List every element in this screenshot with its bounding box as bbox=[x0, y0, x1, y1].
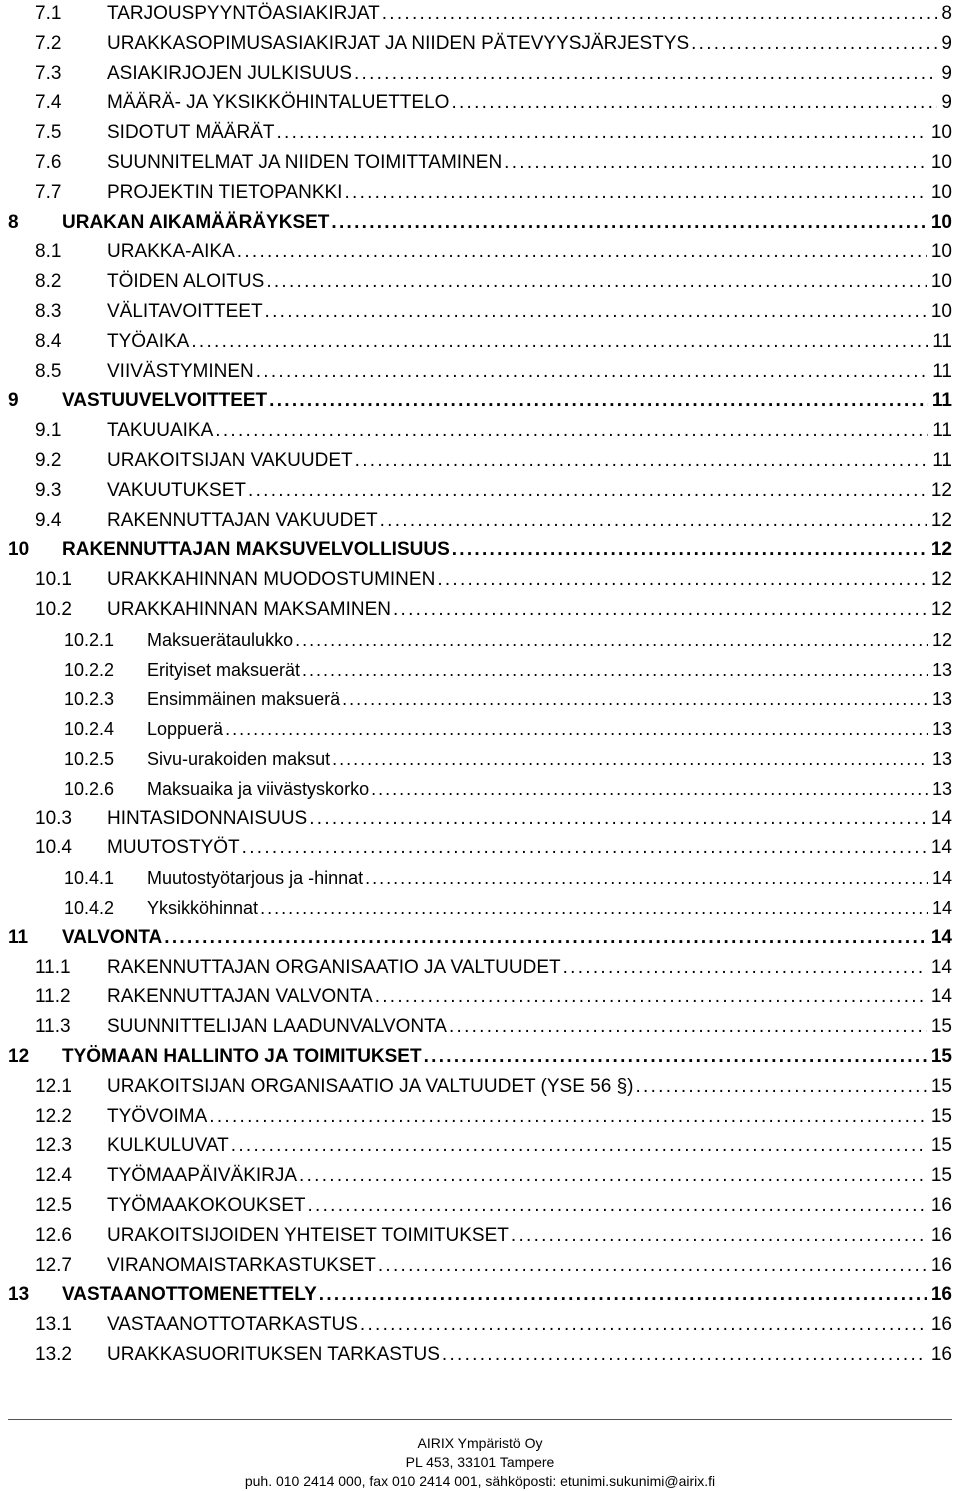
toc-entry-number: 10.2.4 bbox=[64, 719, 115, 739]
toc-entry-title: URAKKASUORITUKSEN TARKASTUS bbox=[107, 1344, 440, 1365]
toc-entry-title: Yksikköhinnat bbox=[147, 898, 259, 918]
dot-leader bbox=[277, 119, 927, 147]
toc-entry-page: 14 bbox=[930, 957, 952, 978]
toc-entry-page: 16 bbox=[930, 1284, 952, 1305]
toc-entry[interactable] bbox=[0, 894, 960, 922]
toc-entry-page: 16 bbox=[930, 1255, 952, 1276]
toc-entry-number: 7.1 bbox=[35, 3, 62, 24]
toc-entry-page: 9 bbox=[941, 92, 952, 113]
toc-entry-page: 9 bbox=[941, 63, 952, 84]
toc-entry[interactable] bbox=[0, 834, 960, 862]
toc-entry-number: 10.2.5 bbox=[64, 749, 115, 769]
toc-entry[interactable] bbox=[0, 983, 960, 1011]
toc-entry-title: URAKOITSIJOIDEN YHTEISET TOIMITUKSET bbox=[107, 1225, 509, 1246]
toc-entry-number: 12.2 bbox=[35, 1106, 72, 1127]
dot-leader bbox=[319, 1281, 927, 1309]
toc-entry-number: 11.1 bbox=[35, 957, 71, 978]
toc-entry-page: 8 bbox=[941, 3, 952, 24]
dot-leader bbox=[332, 745, 928, 773]
dot-leader bbox=[309, 805, 927, 833]
toc-entry-title: VALVONTA bbox=[62, 927, 163, 948]
toc-entry-page: 12 bbox=[930, 599, 952, 620]
toc-entry-title: TYÖMAAKOKOUKSET bbox=[107, 1195, 306, 1216]
toc-entry-title: Muutostyötarjous ja -hinnat bbox=[147, 868, 364, 888]
toc-entry[interactable] bbox=[0, 447, 960, 475]
toc-entry-number: 11.3 bbox=[35, 1016, 71, 1037]
toc-entry[interactable] bbox=[0, 477, 960, 505]
toc-entry[interactable] bbox=[0, 298, 960, 326]
toc-entry-number: 12.1 bbox=[35, 1076, 72, 1097]
dot-leader bbox=[295, 626, 928, 654]
toc-entry-title: VASTAANOTTOMENETTELY bbox=[62, 1284, 317, 1305]
dot-leader bbox=[260, 894, 928, 922]
toc-entry-number: 10.4 bbox=[35, 837, 72, 858]
toc-entry[interactable] bbox=[0, 1252, 960, 1280]
toc-entry-title: TYÖAIKA bbox=[107, 331, 190, 352]
dot-leader bbox=[375, 983, 927, 1011]
toc-entry-number: 7.6 bbox=[35, 152, 62, 173]
toc-entry-number: 9.3 bbox=[35, 480, 62, 501]
toc-entry[interactable] bbox=[0, 805, 960, 833]
toc-entry[interactable] bbox=[0, 238, 960, 266]
toc-entry-title: Ensimmäinen maksuerä bbox=[147, 689, 341, 709]
dot-leader bbox=[563, 954, 927, 982]
dot-leader bbox=[225, 715, 928, 743]
toc-entry-number: 11.2 bbox=[35, 986, 71, 1007]
toc-entry-title: SUUNNITELMAT JA NIIDEN TOIMITTAMINEN bbox=[107, 152, 503, 173]
toc-entry-title: TYÖMAAPÄIVÄKIRJA bbox=[107, 1165, 298, 1186]
dot-leader bbox=[265, 298, 927, 326]
toc-entry-page: 10 bbox=[930, 152, 952, 173]
toc-entry-title: VAKUUTUKSET bbox=[107, 480, 247, 501]
toc-entry[interactable] bbox=[0, 1341, 960, 1369]
dot-leader bbox=[437, 566, 927, 594]
toc-entry-page: 12 bbox=[931, 630, 952, 650]
toc-entry-number: 12.6 bbox=[35, 1225, 72, 1246]
toc-entry[interactable] bbox=[0, 358, 960, 386]
toc-entry[interactable] bbox=[0, 775, 960, 803]
toc-entry-number: 7.3 bbox=[35, 63, 62, 84]
toc-entry-page: 10 bbox=[930, 241, 952, 262]
toc-entry-page: 16 bbox=[930, 1195, 952, 1216]
toc-entry-page: 15 bbox=[930, 1016, 952, 1037]
toc-entry[interactable] bbox=[0, 1073, 960, 1101]
dot-leader bbox=[269, 387, 928, 415]
toc-entry-title: Maksuaika ja viivästyskorko bbox=[147, 779, 370, 799]
toc-entry[interactable] bbox=[0, 1013, 960, 1041]
toc-entry[interactable] bbox=[0, 596, 960, 624]
dot-leader bbox=[451, 89, 937, 117]
toc-entry-page: 13 bbox=[931, 660, 952, 680]
toc-entry-title: URAKKA-AIKA bbox=[107, 241, 235, 262]
toc-entry-title: MUUTOSTYÖT bbox=[107, 837, 240, 858]
toc-entry[interactable] bbox=[0, 328, 960, 356]
toc-entry-page: 10 bbox=[930, 271, 952, 292]
dot-leader bbox=[242, 834, 927, 862]
toc-entry-title: TARJOUSPYYNTÖASIAKIRJAT bbox=[107, 3, 380, 24]
toc-entry[interactable] bbox=[0, 864, 960, 892]
toc-entry-number: 8.2 bbox=[35, 271, 62, 292]
dot-leader bbox=[360, 1311, 927, 1339]
toc-entry-title: VASTUUVELVOITTEET bbox=[62, 390, 268, 411]
dot-leader bbox=[191, 328, 928, 356]
dot-leader bbox=[248, 477, 927, 505]
toc-entry-page: 12 bbox=[930, 510, 952, 531]
footer-company: AIRIX Ympäristö Oy bbox=[417, 1435, 543, 1451]
toc-entry-page: 11 bbox=[932, 361, 952, 382]
toc-entry-title: TYÖMAAN HALLINTO JA TOIMITUKSET bbox=[62, 1046, 422, 1067]
toc-entry-page: 10 bbox=[930, 212, 952, 233]
toc-entry-title: KULKULUVAT bbox=[107, 1135, 229, 1156]
toc-entry-page: 10 bbox=[930, 122, 952, 143]
toc-entry[interactable] bbox=[0, 60, 960, 88]
toc-entry-title: RAKENNUTTAJAN ORGANISAATIO JA VALTUUDET bbox=[107, 957, 561, 978]
toc-entry-number: 8.1 bbox=[35, 241, 62, 262]
toc-entry-number: 12.4 bbox=[35, 1165, 72, 1186]
toc-entry[interactable] bbox=[0, 566, 960, 594]
toc-entry-title: Erityiset maksuerät bbox=[147, 660, 301, 680]
toc-entry[interactable] bbox=[0, 387, 960, 415]
toc-entry-page: 14 bbox=[930, 927, 952, 948]
toc-entry-number: 7.5 bbox=[35, 122, 62, 143]
toc-entry-number: 10.2.6 bbox=[64, 779, 115, 799]
toc-entry-title: URAKKASOPIMUSASIAKIRJAT JA NIIDEN PÄTEVYYSJÄRJESTYS bbox=[107, 33, 690, 54]
toc-entry-page: 12 bbox=[930, 539, 952, 560]
toc-entry-page: 9 bbox=[941, 33, 952, 54]
toc-entry[interactable] bbox=[0, 1132, 960, 1160]
toc-entry-page: 14 bbox=[930, 837, 952, 858]
toc-entry[interactable] bbox=[0, 924, 960, 952]
toc-entry-number: 9.4 bbox=[35, 510, 62, 531]
toc-entry-page: 15 bbox=[930, 1046, 952, 1067]
toc-entry-number: 10.2.3 bbox=[64, 689, 115, 709]
toc-entry-number: 13 bbox=[8, 1284, 30, 1305]
toc-entry[interactable] bbox=[0, 149, 960, 177]
toc-entry-number: 9.1 bbox=[35, 420, 62, 441]
toc-entry-page: 15 bbox=[930, 1135, 952, 1156]
toc-entry-title: ASIAKIRJOJEN JULKISUUS bbox=[107, 63, 352, 84]
toc-entry-title: TYÖVOIMA bbox=[107, 1106, 208, 1127]
toc-entry-page: 12 bbox=[930, 480, 952, 501]
dot-leader bbox=[393, 596, 927, 624]
toc-entry-page: 16 bbox=[930, 1344, 952, 1365]
toc-entry-number: 13.1 bbox=[35, 1314, 72, 1335]
dot-leader bbox=[237, 238, 927, 266]
toc-entry[interactable] bbox=[0, 685, 960, 713]
toc-entry[interactable] bbox=[0, 119, 960, 147]
toc-entry-number: 12.5 bbox=[35, 1195, 72, 1216]
toc-entry[interactable] bbox=[0, 209, 960, 237]
dot-leader bbox=[378, 1252, 927, 1280]
toc-entry-title: URAKOITSIJAN VAKUUDET bbox=[107, 450, 353, 471]
dot-leader bbox=[266, 268, 927, 296]
dot-leader bbox=[449, 1013, 927, 1041]
toc-entry-page: 13 bbox=[931, 719, 952, 739]
toc-entry-number: 11 bbox=[8, 927, 29, 948]
toc-entry-number: 12.3 bbox=[35, 1135, 72, 1156]
toc-entry-page: 15 bbox=[930, 1076, 952, 1097]
dot-leader bbox=[382, 0, 938, 28]
toc-entry[interactable] bbox=[0, 417, 960, 445]
toc-entry[interactable] bbox=[0, 1311, 960, 1339]
dot-leader bbox=[209, 1103, 927, 1131]
toc-entry[interactable] bbox=[0, 656, 960, 684]
toc-entry-number: 10.2.1 bbox=[64, 630, 115, 650]
dot-leader bbox=[331, 209, 926, 237]
dot-leader bbox=[636, 1073, 927, 1101]
toc-entry-page: 11 bbox=[932, 331, 952, 352]
dot-leader bbox=[302, 656, 928, 684]
toc-entry-title: SUUNNITTELIJAN LAADUNVALVONTA bbox=[107, 1016, 447, 1037]
toc-entry-number: 10 bbox=[8, 539, 30, 560]
toc-entry[interactable] bbox=[0, 1162, 960, 1190]
dot-leader bbox=[424, 1043, 927, 1071]
toc-entry[interactable] bbox=[0, 0, 960, 28]
toc-entry-page: 13 bbox=[931, 689, 952, 709]
toc-entry-title: Maksuerätaulukko bbox=[147, 630, 294, 650]
dot-leader bbox=[452, 536, 927, 564]
toc-entry-number: 10.4.2 bbox=[64, 898, 115, 918]
dot-leader bbox=[504, 149, 927, 177]
toc-entry[interactable] bbox=[0, 745, 960, 773]
dot-leader bbox=[442, 1341, 927, 1369]
toc-entry-number: 12.7 bbox=[35, 1255, 72, 1276]
toc-entry-number: 7.7 bbox=[35, 182, 62, 203]
toc-entry-page: 14 bbox=[930, 808, 952, 829]
toc-entry-title: RAKENNUTTAJAN MAKSUVELVOLLISUUS bbox=[62, 539, 450, 560]
toc-entry[interactable] bbox=[0, 1043, 960, 1071]
toc-entry[interactable] bbox=[0, 626, 960, 654]
toc-entry-title: VIIVÄSTYMINEN bbox=[107, 361, 254, 382]
toc-entry[interactable] bbox=[0, 268, 960, 296]
dot-leader bbox=[231, 1132, 927, 1160]
toc-entry-title: VASTAANOTTOTARKASTUS bbox=[107, 1314, 358, 1335]
toc-entry-number: 8.3 bbox=[35, 301, 62, 322]
toc-entry[interactable] bbox=[0, 1192, 960, 1220]
toc-entry[interactable] bbox=[0, 179, 960, 207]
toc-entry-page: 15 bbox=[930, 1165, 952, 1186]
toc-entry-number: 10.3 bbox=[35, 808, 72, 829]
toc-entry-title: PROJEKTIN TIETOPANKKI bbox=[107, 182, 343, 203]
toc-entry-page: 10 bbox=[930, 182, 952, 203]
footer-contact: puh. 010 2414 000, fax 010 2414 001, sähköposti: etunimi.sukunimi@airix.fi bbox=[244, 1473, 716, 1489]
toc-entry[interactable] bbox=[0, 507, 960, 535]
toc-entry-page: 11 bbox=[932, 420, 952, 441]
toc-entry[interactable] bbox=[0, 954, 960, 982]
toc-entry-page: 15 bbox=[930, 1106, 952, 1127]
toc-entry[interactable] bbox=[0, 536, 960, 564]
toc-entry-title: URAKOITSIJAN ORGANISAATIO JA VALTUUDET (YSE 56 §) bbox=[107, 1076, 634, 1097]
toc-entry[interactable] bbox=[0, 89, 960, 117]
toc-entry-title: RAKENNUTTAJAN VALVONTA bbox=[107, 986, 373, 1007]
toc-entry-page: 14 bbox=[930, 986, 952, 1007]
dot-leader bbox=[307, 1192, 926, 1220]
toc-entry-number: 8.5 bbox=[35, 361, 62, 382]
toc-entry-title: VIRANOMAISTARKASTUKSET bbox=[107, 1255, 376, 1276]
toc-entry-title: MÄÄRÄ- JA YKSIKKÖHINTALUETTELO bbox=[107, 92, 450, 113]
toc-entry-page: 12 bbox=[930, 569, 952, 590]
toc-entry-title: Sivu-urakoiden maksut bbox=[147, 749, 331, 769]
toc-entry-number: 9 bbox=[8, 390, 19, 411]
toc-entry-page: 10 bbox=[930, 301, 952, 322]
toc-entry-number: 10.4.1 bbox=[64, 868, 115, 888]
toc-entry-title: URAKAN AIKAMÄÄRÄYKSET bbox=[62, 212, 330, 233]
toc-entry-page: 13 bbox=[931, 749, 952, 769]
toc-entry-number: 13.2 bbox=[35, 1344, 72, 1365]
toc-entry-number: 7.4 bbox=[35, 92, 62, 113]
toc-entry-page: 14 bbox=[931, 868, 952, 888]
dot-leader bbox=[164, 924, 927, 952]
toc-entry-title: RAKENNUTTAJAN VAKUUDET bbox=[107, 510, 378, 531]
dot-leader bbox=[342, 685, 928, 713]
toc-entry-title: Loppuerä bbox=[147, 719, 224, 739]
dot-leader bbox=[365, 864, 928, 892]
dot-leader bbox=[354, 60, 937, 88]
toc-entry-number: 10.2 bbox=[35, 599, 72, 620]
toc-entry-page: 14 bbox=[931, 898, 952, 918]
toc-entry-number: 10.2.2 bbox=[64, 660, 115, 680]
toc-entry-number: 10.1 bbox=[35, 569, 72, 590]
toc-entry-page: 16 bbox=[930, 1225, 952, 1246]
toc-entry-title: URAKKAHINNAN MUODOSTUMINEN bbox=[107, 569, 436, 590]
dot-leader bbox=[299, 1162, 927, 1190]
toc-entry-title: HINTASIDONNAISUUS bbox=[107, 808, 308, 829]
footer-divider bbox=[8, 1419, 952, 1420]
dot-leader bbox=[256, 358, 929, 386]
toc-entry-title: URAKKAHINNAN MAKSAMINEN bbox=[107, 599, 391, 620]
toc-entry-number: 8.4 bbox=[35, 331, 62, 352]
toc-entry-page: 11 bbox=[932, 450, 952, 471]
footer-address: PL 453, 33101 Tampere bbox=[405, 1454, 555, 1470]
dot-leader bbox=[344, 179, 926, 207]
dot-leader bbox=[215, 417, 928, 445]
toc-entry[interactable] bbox=[0, 715, 960, 743]
toc-entry-number: 8 bbox=[8, 212, 19, 233]
dot-leader bbox=[511, 1222, 927, 1250]
toc-entry-number: 9.2 bbox=[35, 450, 62, 471]
toc-entry-page: 16 bbox=[930, 1314, 952, 1335]
toc-entry-title: TAKUUAIKA bbox=[107, 420, 214, 441]
toc-entry-page: 13 bbox=[931, 779, 952, 799]
toc-entry-page: 11 bbox=[931, 390, 952, 411]
toc-entry-title: TÖIDEN ALOITUS bbox=[107, 271, 265, 292]
dot-leader bbox=[691, 30, 937, 58]
dot-leader bbox=[355, 447, 929, 475]
toc-entry[interactable] bbox=[0, 1103, 960, 1131]
toc-entry[interactable] bbox=[0, 30, 960, 58]
toc-entry-number: 12 bbox=[8, 1046, 30, 1067]
toc-entry[interactable] bbox=[0, 1222, 960, 1250]
toc-entry-title: VÄLITAVOITTEET bbox=[107, 301, 263, 322]
toc-entry[interactable] bbox=[0, 1281, 960, 1309]
dot-leader bbox=[371, 775, 928, 803]
toc-entry-number: 7.2 bbox=[35, 33, 62, 54]
dot-leader bbox=[380, 507, 927, 535]
toc-entry-title: SIDOTUT MÄÄRÄT bbox=[107, 122, 275, 143]
